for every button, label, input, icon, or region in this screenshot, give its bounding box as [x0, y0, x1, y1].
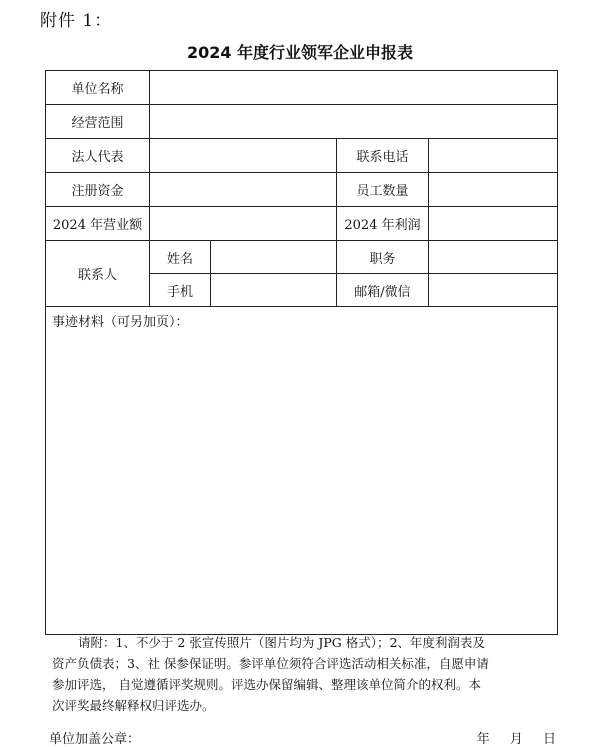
- revenue-field[interactable]: [150, 207, 337, 241]
- date-label: 年 月 日: [476, 732, 556, 747]
- legal-rep-label: 法人代表: [46, 139, 150, 173]
- materials-field[interactable]: [46, 307, 558, 635]
- notes-line: 次评奖最终解释权归评选办。: [52, 698, 215, 713]
- row-contact-name: [46, 241, 558, 274]
- legal-rep-field[interactable]: [150, 139, 337, 173]
- email-label: 邮箱/微信: [337, 274, 429, 307]
- row-legal-rep: [46, 139, 558, 173]
- email-field[interactable]: [429, 274, 558, 307]
- mobile-field[interactable]: [211, 274, 337, 307]
- unit-name-label: 单位名称: [46, 71, 150, 105]
- materials-label: 事迹材料（可另加页）：: [52, 315, 189, 330]
- attachment-label: 附件 1：: [40, 11, 113, 31]
- row-revenue: [46, 207, 558, 241]
- position-field[interactable]: [429, 241, 558, 274]
- row-materials: [46, 307, 558, 635]
- notes-line: 参加评选， 自觉遵循评奖规则。评选办保留编辑、整理该单位简介的权利。本: [52, 677, 481, 692]
- row-unit-name: [46, 71, 558, 105]
- phone-field[interactable]: [429, 139, 558, 173]
- contact-label: 联系人: [46, 241, 150, 307]
- mobile-label: 手机: [150, 274, 211, 307]
- profit-label: 2024 年利润: [337, 207, 429, 241]
- form-title: 2024 年度行业领军企业申报表: [186, 43, 414, 62]
- capital-label: 注册资金: [46, 173, 150, 207]
- revenue-label: 2024 年营业额: [46, 207, 150, 241]
- notes-block: [52, 632, 552, 716]
- stamp-label: 单位加盖公章：: [49, 732, 141, 747]
- row-business-scope: [46, 105, 558, 139]
- business-scope-label: 经营范围: [46, 105, 150, 139]
- row-capital: [46, 173, 558, 207]
- staff-field[interactable]: [429, 173, 558, 207]
- notes-line: 请附：1、不少于 2 张宣传照片（图片均为 JPG 格式）；2、年度利润表及: [78, 635, 485, 650]
- phone-label: 联系电话: [337, 139, 429, 173]
- name-field[interactable]: [211, 241, 337, 274]
- application-form-table: [45, 70, 558, 635]
- staff-label: 员工数量: [337, 173, 429, 207]
- business-scope-field[interactable]: [150, 105, 558, 139]
- profit-field[interactable]: [429, 207, 558, 241]
- unit-name-field[interactable]: [150, 71, 558, 105]
- position-label: 职务: [337, 241, 429, 274]
- capital-field[interactable]: [150, 173, 337, 207]
- name-label: 姓名: [150, 241, 211, 274]
- notes-line: 资产负债表；3、社 保参保证明。参评单位须符合评选活动相关标准，自愿申请: [52, 656, 489, 671]
